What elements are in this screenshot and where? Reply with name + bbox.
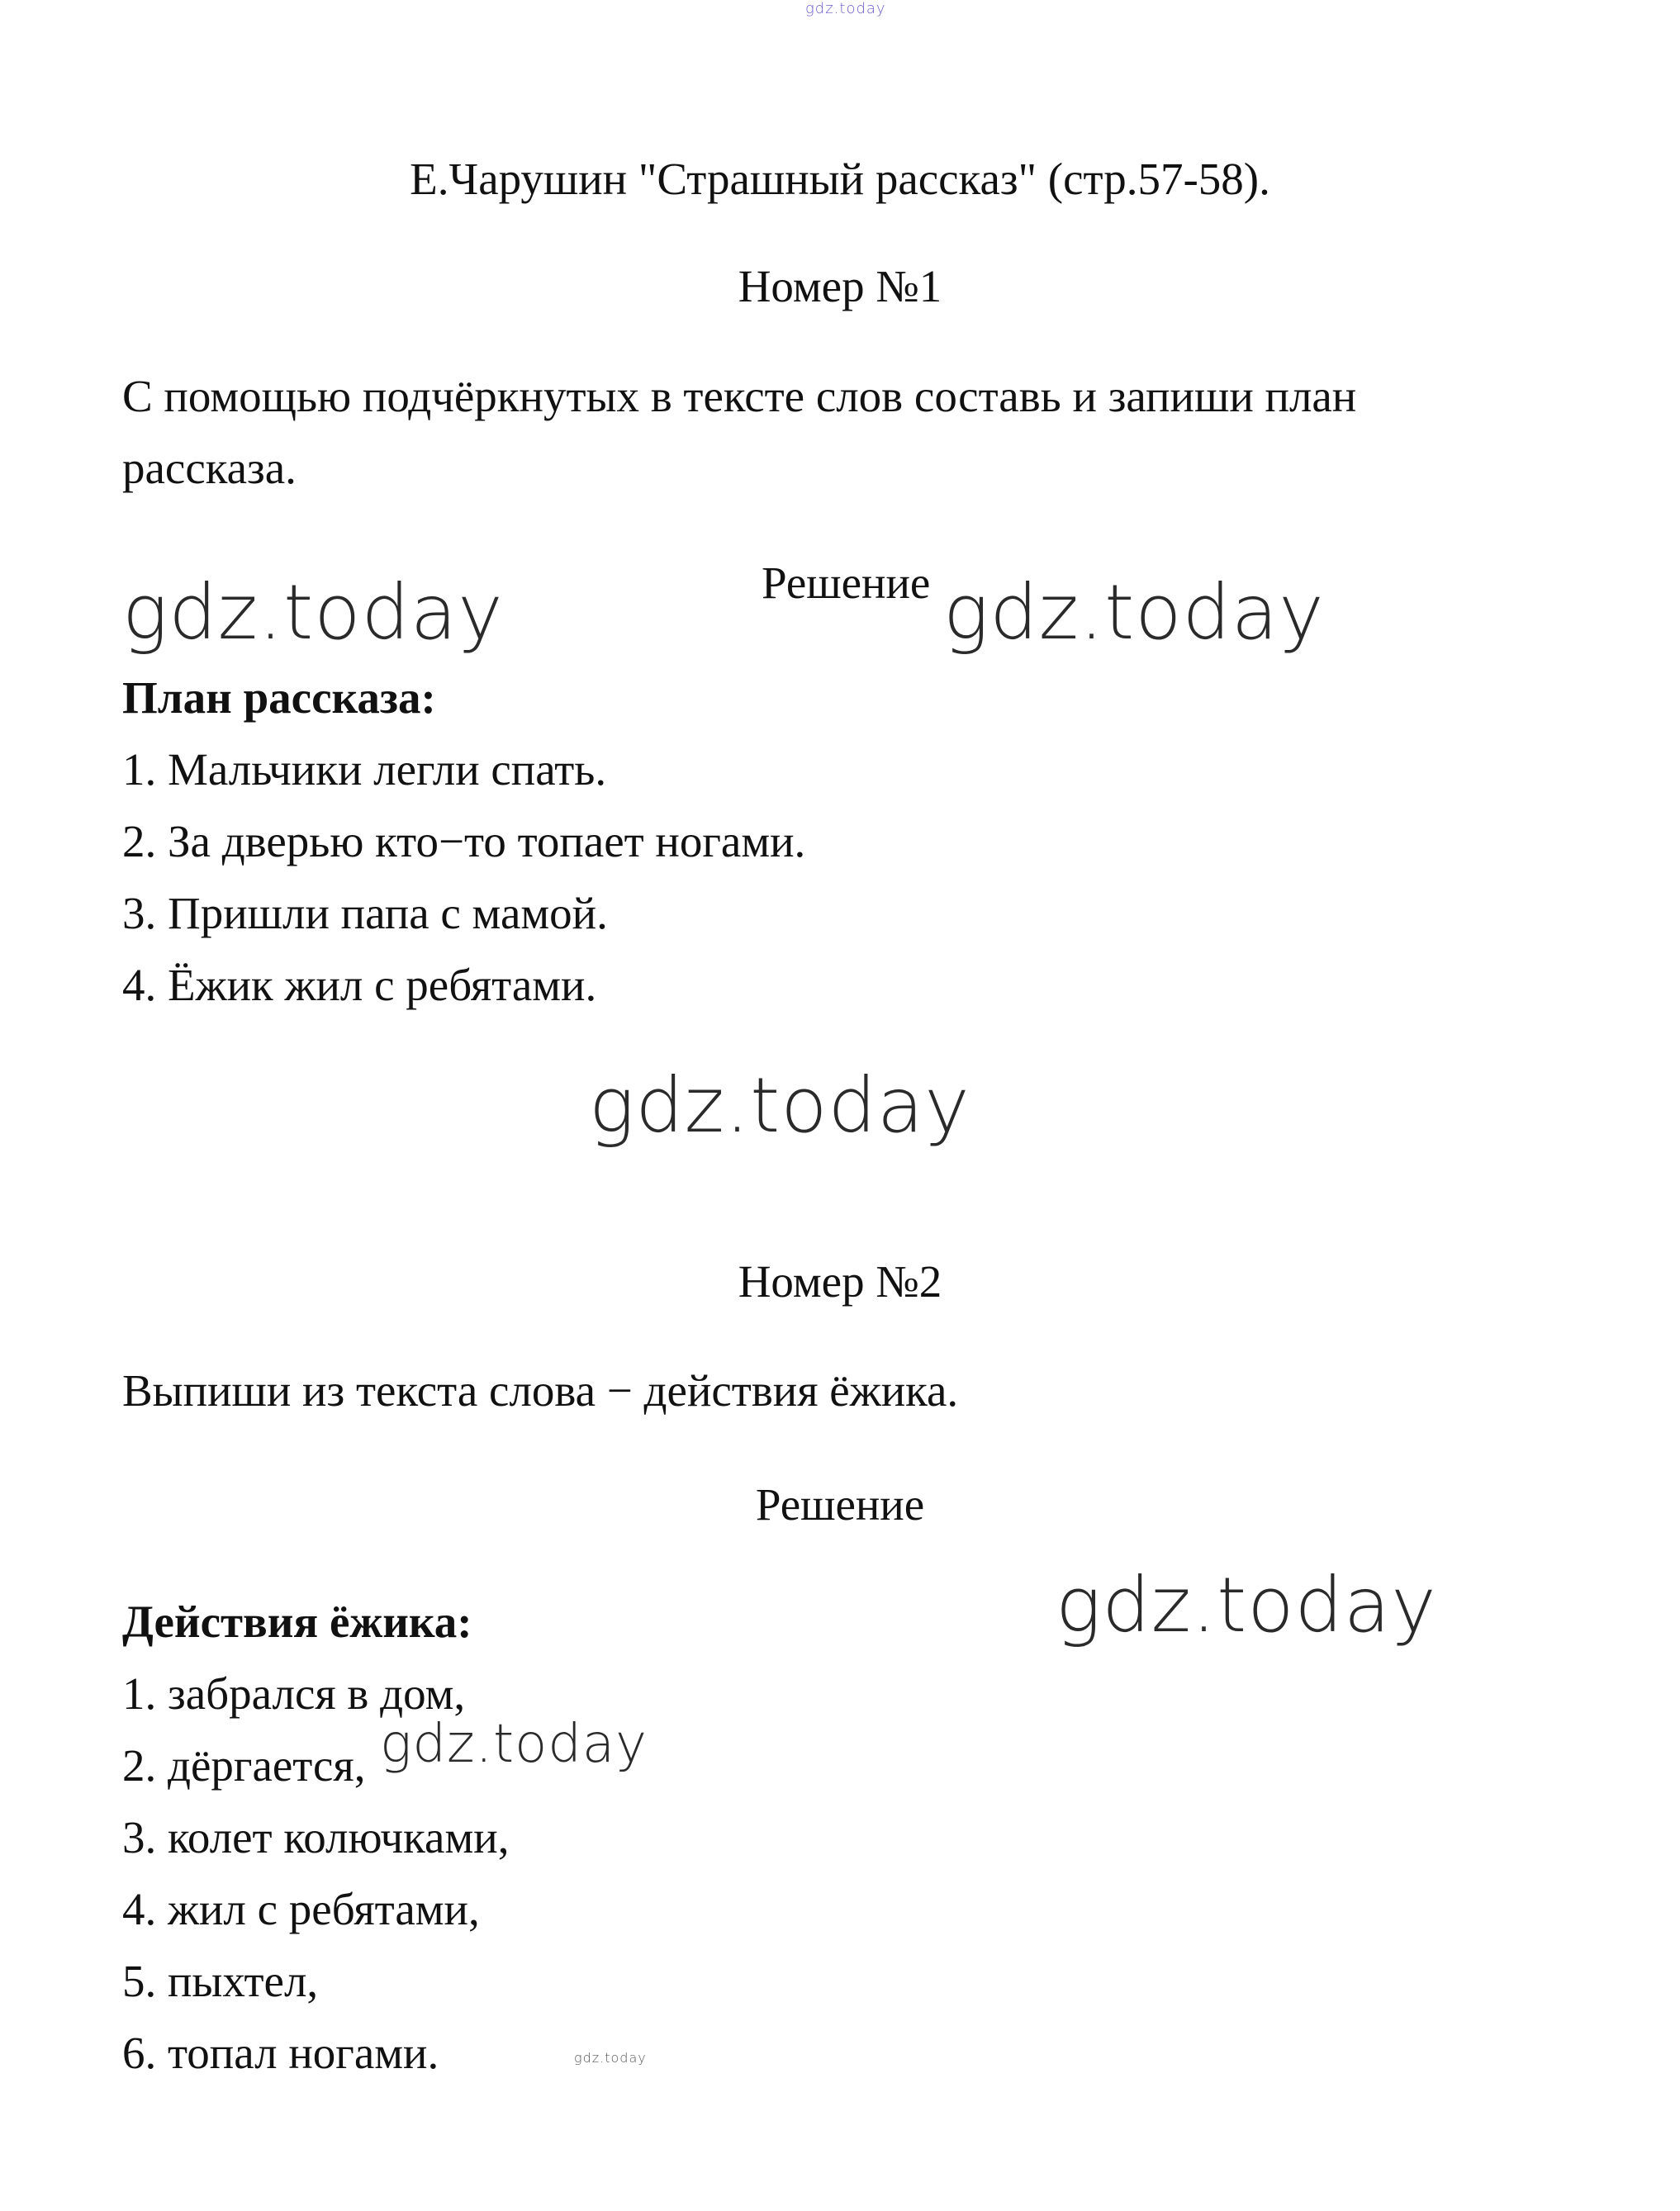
- task2-question: Выпиши из текста слова − действия ёжика.: [122, 1365, 959, 1416]
- watermark-4: gdz.today: [1056, 1561, 1437, 1649]
- task2-item: 3. колет колючками,: [122, 1812, 510, 1862]
- task2-number: Номер №2: [738, 1256, 942, 1307]
- task2-item: 2. дёргается,: [122, 1740, 366, 1791]
- task2-item: 6. топал ногами.: [122, 2028, 439, 2078]
- task1-solution-label: Решение: [762, 557, 931, 608]
- task2-item: 5. пыхтел,: [122, 1956, 319, 2006]
- page-title: Е.Чарушин "Страшный рассказ" (стр.57-58).: [410, 154, 1270, 204]
- task1-item: 2. За дверью кто−то топает ногами.: [122, 816, 806, 866]
- watermark-top: gdz.today: [805, 0, 886, 17]
- task1-answer-heading: План рассказа:: [122, 672, 436, 723]
- task2-item: 4. жил с ребятами,: [122, 1884, 480, 1934]
- task1-item: 3. Пришли папа с мамой.: [122, 888, 608, 938]
- task2-solution-label: Решение: [755, 1479, 925, 1530]
- watermark-1: gdz.today: [122, 568, 504, 657]
- task1-question-line1: С помощью подчёркнутых в тексте слов составь и запиши план: [122, 371, 1357, 421]
- task1-number: Номер №1: [738, 261, 942, 311]
- watermark-5: gdz.today: [380, 1714, 648, 1775]
- task1-question-line2: рассказа.: [122, 443, 297, 493]
- watermark-2: gdz.today: [943, 568, 1325, 657]
- task1-item: 4. Ёжик жил с ребятами.: [122, 960, 597, 1010]
- watermark-6: gdz.today: [574, 2050, 647, 2066]
- watermark-3: gdz.today: [589, 1061, 971, 1150]
- task1-item: 1. Мальчики легли спать.: [122, 744, 607, 795]
- task2-item: 1. забрался в дом,: [122, 1668, 466, 1719]
- task2-answer-heading: Действия ёжика:: [122, 1597, 472, 1647]
